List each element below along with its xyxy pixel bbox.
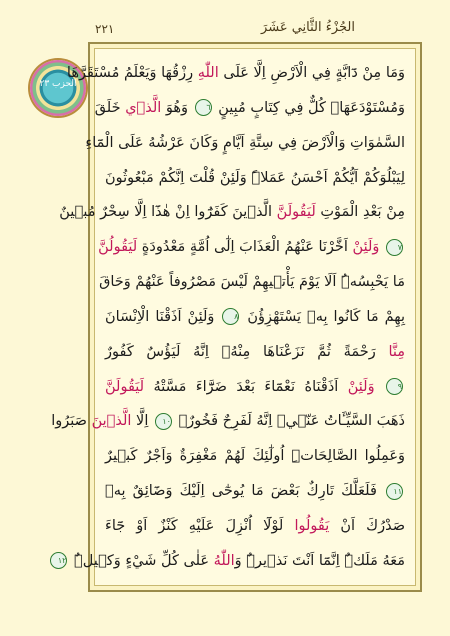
text-segment: خَلَقَ xyxy=(94,99,126,116)
text-line xyxy=(99,266,405,298)
text-segment: وَعَمِلُوا الصَّالِحَاتِۜ اُولٰٓئِكَ لَهُمْ مَغْفِرَةٌ وَاَجْرٌ كَبٖيرٌ xyxy=(105,448,405,465)
highlighted-word: الَّذٖي xyxy=(125,99,162,116)
text-segment: عَلٰى كُلِّ شَيْءٍ وَكٖيلٌۜ xyxy=(69,552,214,569)
ayah-marker: ٧ xyxy=(386,239,403,256)
text-segment: رِزْقُهَا وَيَعْلَمُ مُسْتَقَرَّهَا xyxy=(66,65,198,81)
highlighted-word: وَلَئِنْ xyxy=(347,378,384,395)
highlighted-word: اللّٰهِ xyxy=(197,65,219,81)
text-segment: وَلَئِنْ اَذَقْنَا الْاِنْسَانَ xyxy=(105,308,221,325)
text-line xyxy=(59,196,405,228)
juz-title: الجُزْءُ الثَّانِي عَشَرَ xyxy=(261,20,355,35)
ayah-marker: ٩ xyxy=(386,378,403,395)
page-number: ٢٢١ xyxy=(95,22,115,36)
text-segment: ذَهَبَ السَّيِّـَٔاتُ عَنّٖيۜ اِنَّهُ لَفَرِحٌ فَخُورٌۙ xyxy=(173,413,405,430)
ayah-marker: ١١ xyxy=(386,483,403,500)
highlighted-word: لَيَقُولَنَّ xyxy=(105,378,145,395)
text-segment: فَلَعَلَّكَ تَارِكٌ بَعْضَ مَا يُوحٰٓى اِلَيْكَ وَضَٓائِقٌ بِهٖ xyxy=(105,483,384,500)
text-segment: لَوْلَٓا اُنْزِلَ عَلَيْهِ كَنْزٌ اَوْ جَٓاءَ xyxy=(105,517,295,534)
text-segment: وَمَا مِنْ دَٓابَّةٍ فِي الْاَرْضِ اِلَّا عَلَى xyxy=(218,65,405,81)
text-segment: اَذَقْنَاهُ نَعْمَٓاءَ بَعْدَ ضَرَّٓاءَ مَسَّتْهُ xyxy=(144,378,348,395)
ayah-marker: ١٢ xyxy=(50,552,67,569)
text-segment: وَمُسْتَوْدَعَهَاۜ كُلٌّ فِي كِتَابٍ مُبِينٍ xyxy=(213,99,405,116)
text-segment: صَبَرُوا xyxy=(51,413,92,430)
text-line xyxy=(105,371,405,403)
text-line xyxy=(94,92,405,124)
text-segment: مَا يَحْبِسُهُۜ اَلَا يَوْمَ يَأْتٖيهِمْ لَيْسَ مَصْرُوفاً عَنْهُمْ وَحَاقَ xyxy=(99,274,405,291)
ayah-marker: ٨ xyxy=(222,308,239,325)
text-segment: لِيَبْلُوَكُمْ اَيُّكُمْ اَحْسَنُ عَمَلاًۜ وَلَئِنْ قُلْتَ اِنَّكُمْ مَبْعُوثُونَ xyxy=(105,169,405,186)
text-segment: السَّمٰوَاتِ وَالْاَرْضَ فِي سِتَّةِ اَيَّامٍ وَكَانَ عَرْشُهُ عَلَى الْمَٓاءِ xyxy=(85,134,405,151)
highlighted-word: مِنَّا xyxy=(388,343,405,360)
text-line xyxy=(105,336,405,368)
text-line xyxy=(57,545,405,577)
text-segment: وَهُوَ xyxy=(161,99,193,116)
text-line xyxy=(105,510,405,542)
ayah-marker: ٦ xyxy=(195,99,212,116)
page-header xyxy=(95,18,395,42)
highlighted-word: يَقُولُوا xyxy=(294,517,330,534)
ayah-marker: ١٠ xyxy=(155,413,172,430)
text-segment: بِهِمْ مَا كَانُوا بِهٖ يَسْتَهْزِؤُنَ xyxy=(241,308,405,325)
highlighted-word: وَلَئِنْ xyxy=(352,239,384,256)
highlighted-word: اللّٰهُ xyxy=(213,552,235,569)
text-segment: الَّذٖينَ كَفَرُٓوا اِنْ هٰذَٓا اِلَّا سِحْرٌ مُبٖينٌ xyxy=(59,204,277,221)
highlighted-word: الَّذٖينَ xyxy=(91,413,132,430)
text-line xyxy=(105,475,405,507)
text-line xyxy=(105,301,405,333)
text-segment: اَخَّرْنَا عَنْهُمُ الْعَذَابَ اِلٰٓى اُمَّةٍ مَعْدُودَةٍ xyxy=(137,239,353,256)
text-line xyxy=(105,162,405,194)
text-segment: اِلَّا xyxy=(131,413,153,430)
text-line xyxy=(105,440,405,472)
text-line xyxy=(98,231,405,263)
text-segment: رَحْمَةً ثُمَّ نَزَعْنَاهَا مِنْهُۚ اِنَّهُ لَيَؤُسٌ كَفُورٌ xyxy=(105,343,389,360)
highlighted-word: لَيَقُولُنَّ xyxy=(98,239,138,256)
text-line xyxy=(51,405,405,437)
highlighted-word: لَيَقُولَنَّ xyxy=(276,204,316,221)
medallion-label: الحزب ٢٣ xyxy=(39,79,77,89)
text-segment: مَعَهُ مَلَكٌۜ اِنَّمَٓا اَنْتَ نَذٖيرٌۜ وَ xyxy=(234,552,405,569)
text-segment: صَدْرُكَ اَنْ xyxy=(329,517,406,534)
text-line xyxy=(66,57,405,89)
text-segment: مِنْ بَعْدِ الْمَوْتِ xyxy=(315,204,405,221)
text-line xyxy=(85,127,405,159)
